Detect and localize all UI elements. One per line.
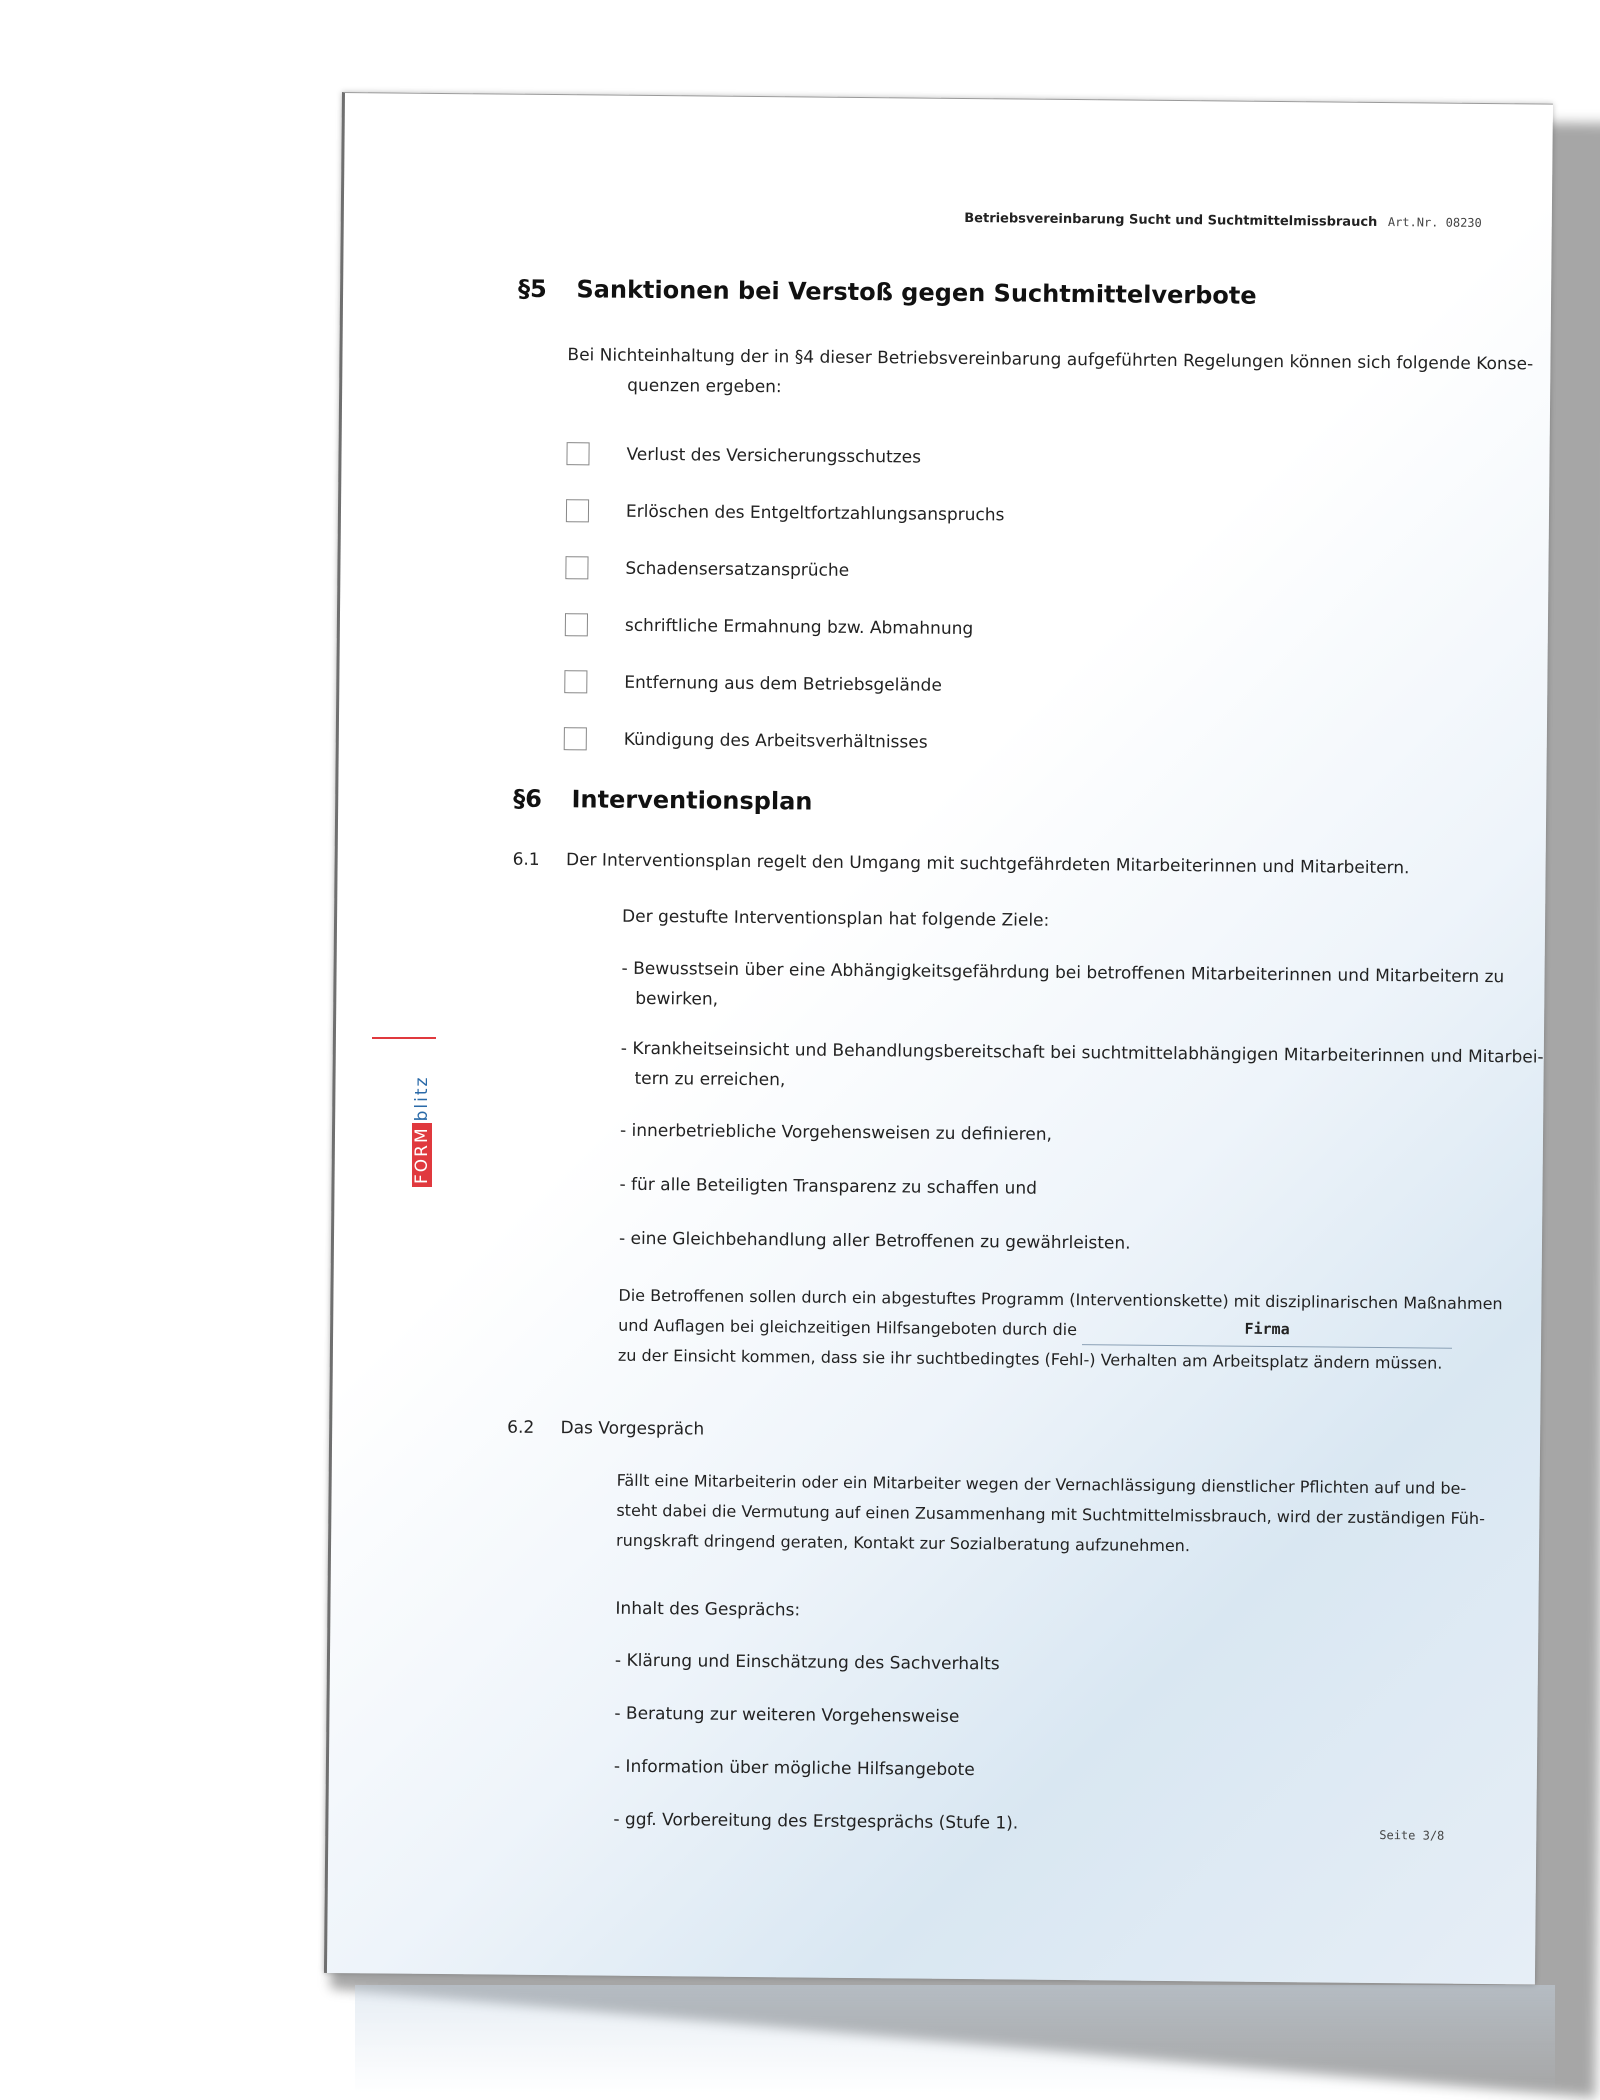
sanction-option[interactable] (566, 482, 1267, 546)
program-line-3: zu der Einsicht kommen, dass sie ihr suchtbedingtes (Fehl-) Verhalten am Arbeitsplatz ändern müssen. (617, 1345, 1443, 1373)
goal-item (619, 1170, 1439, 1208)
checkbox[interactable] (564, 670, 587, 693)
sanction-option[interactable] (566, 425, 1267, 489)
checkbox[interactable] (565, 556, 588, 579)
sanction-option-label: Erlöschen des Entgeltfortzahlungsanspruchs (625, 501, 1005, 525)
subsection-6-2 (507, 1413, 1107, 1449)
goal-item-line-1: - eine Gleichbehandlung aller Betroffenen zu gewährleisten. (618, 1228, 1131, 1254)
sanction-option[interactable] (564, 653, 1265, 717)
logo-part-form: FORM (412, 1123, 432, 1187)
goal-item-line-2: tern zu erreichen, (634, 1068, 786, 1091)
document-page (324, 92, 1553, 1985)
subsection-6-1 (512, 845, 1412, 884)
goal-item-line-1: - Bewusstsein über eine Abhängigkeitsgefährdung bei betroffenen Mitarbeiterinnen und Mitarbeitern zu (621, 958, 1505, 988)
article-number: Art.Nr. 08230 (1387, 215, 1482, 230)
sanction-option-label: schriftliche Ermahnung bzw. Abmahnung (624, 615, 974, 639)
sanction-option-label: Kündigung des Arbeitsverhältnisses (623, 729, 928, 753)
program-paragraph (617, 1281, 1503, 1379)
page-reflection (355, 1985, 1555, 2095)
checkbox[interactable] (566, 442, 589, 465)
logo-part-blitz: blitz (412, 1075, 432, 1122)
section-5-title: Sanktionen bei Verstoß gegen Suchtmittelverbote (576, 275, 1257, 310)
company-name-value: Firma (1244, 1319, 1290, 1339)
goal-item (620, 1034, 1544, 1102)
talk-content-intro: Inhalt des Gesprächs: (615, 1598, 801, 1621)
goal-item-line-2: bewirken, (635, 988, 719, 1010)
checkbox[interactable] (565, 613, 588, 636)
program-line-2-text: und Auflagen bei gleichzeitigen Hilfsangeboten durch die (618, 1315, 1078, 1340)
program-line-1: Die Betroffenen sollen durch ein abgestuftes Programm (Interventionskette) mit disziplinarischen Maßnahmen (618, 1285, 1503, 1314)
goal-item (621, 954, 1505, 1022)
subsection-6-2-title: Das Vorgespräch (560, 1418, 705, 1440)
sanction-option[interactable] (565, 596, 1266, 660)
subsection-6-1-number: 6.1 (512, 849, 540, 870)
sanction-option-label: Entfernung aus dem Betriebsgelände (624, 672, 942, 696)
company-name-field[interactable] (1082, 1319, 1452, 1349)
sanction-option[interactable] (564, 710, 1265, 774)
section-5-number: §5 (517, 274, 547, 303)
document-header-title: Betriebsvereinbarung Sucht und Suchtmittelmissbrauch (964, 210, 1378, 230)
formblitz-logo (410, 1037, 436, 1187)
pre-talk-line-1: Fällt eine Mitarbeiterin oder ein Mitarbeiter wegen der Vernachlässigung dienstlicher Pflichten auf und be- (616, 1470, 1467, 1498)
section-6-title: Interventionsplan (571, 785, 813, 816)
subsection-6-1-text: Der Interventionsplan regelt den Umgang mit suchtgefährdeten Mitarbeiterinnen und Mitarbeitern. (565, 850, 1410, 879)
talk-content-item: - Klärung und Einschätzung des Sachverhalts (614, 1650, 1000, 1675)
section-5-intro (567, 340, 1534, 409)
talk-content-item: - Information über mögliche Hilfsangebote (613, 1756, 975, 1781)
subsection-6-2-number: 6.2 (507, 1417, 535, 1438)
sanction-option-label: Schadensersatzansprüche (625, 558, 850, 581)
goal-item (619, 1224, 1439, 1262)
goal-item-line-1: - Krankheitseinsicht und Behandlungsbereitschaft bei suchtmittelabhängigen Mitarbeiterinnen und Mitarbei- (620, 1038, 1544, 1068)
section-5-heading (518, 275, 1257, 310)
section-5-intro-line-2: quenzen ergeben: (627, 375, 782, 398)
page-content (327, 93, 1553, 1985)
goal-item-line-1: - innerbetriebliche Vorgehensweisen zu definieren, (619, 1120, 1053, 1145)
document-header (964, 211, 1482, 231)
logo-wordmark (410, 1074, 434, 1187)
talk-content-item: - Beratung zur weiteren Vorgehensweise (614, 1703, 960, 1728)
sanction-option-label: Verlust des Versicherungsschutzes (626, 444, 922, 468)
goals-intro: Der gestufte Interventionsplan hat folgende Ziele: (622, 906, 1050, 931)
logo-accent-line (372, 1037, 436, 1039)
checkbox[interactable] (564, 727, 587, 750)
talk-content-item: - ggf. Vorbereitung des Erstgesprächs (Stufe 1). (613, 1809, 1019, 1834)
goal-item-line-1: - für alle Beteiligten Transparenz zu schaffen und (619, 1174, 1038, 1199)
sanction-option[interactable] (565, 539, 1266, 603)
checkbox[interactable] (566, 499, 589, 522)
goal-item (620, 1116, 1440, 1154)
pre-talk-line-3: rungskraft dringend geraten, Kontakt zur Sozialberatung aufzunehmen. (616, 1530, 1191, 1556)
sanctions-checklist (564, 425, 1267, 774)
pre-talk-line-2: steht dabei die Vermutung auf einen Zusammenhang mit Suchtmittelmissbrauch, wird der zuständigen Füh- (616, 1500, 1485, 1529)
section-6-number: §6 (513, 784, 543, 813)
section-6-heading (513, 785, 812, 816)
page-number: Seite 3/8 (1379, 1828, 1445, 1843)
section-5-intro-line-1: Bei Nichteinhaltung der in §4 dieser Betriebsvereinbarung aufgeführten Regelungen können sich folgende Konse- (567, 345, 1534, 375)
pre-talk-paragraph (616, 1466, 1485, 1564)
